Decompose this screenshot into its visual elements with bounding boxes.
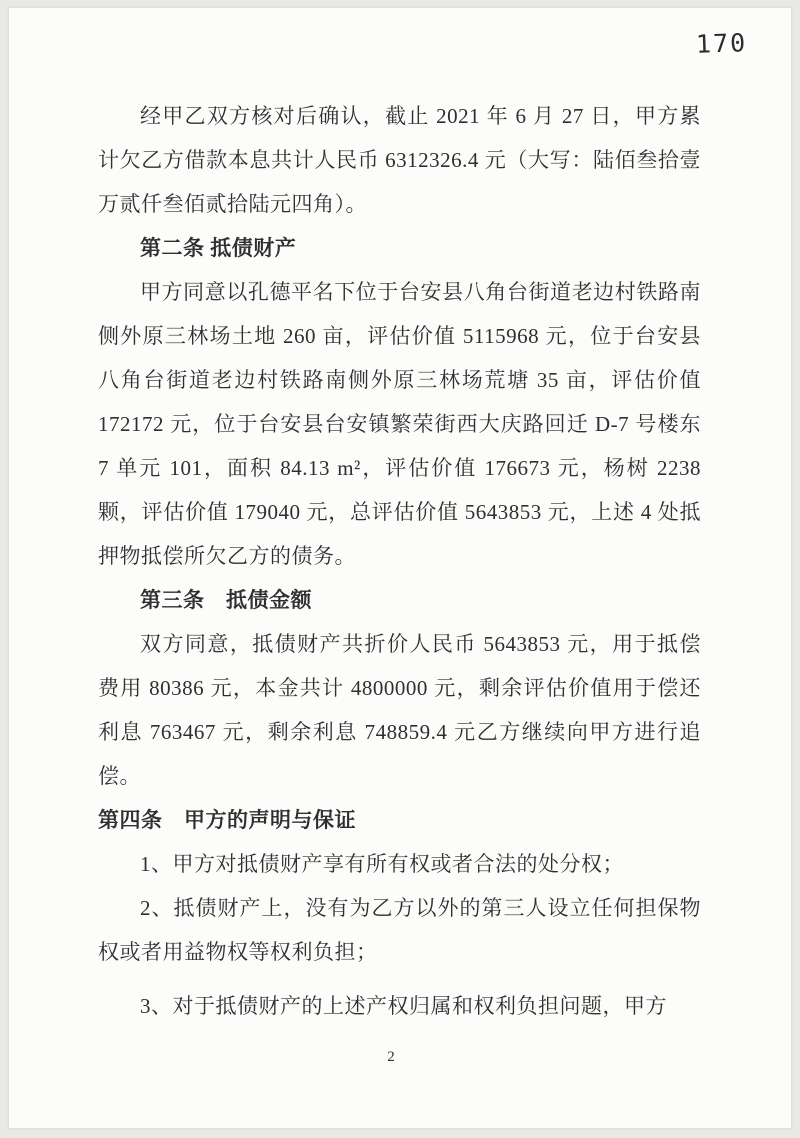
- section-heading: 第四条 甲方的声明与保证: [98, 808, 356, 832]
- paragraph: 3、对于抵债财产的上述产权归属和权利负担问题，甲方: [140, 994, 667, 1018]
- scanned-page: [9, 8, 791, 1128]
- paragraph: 2、抵债财产上，没有为乙方以外的第三人设立任何担保物权或者用益物权等权利负担；: [98, 896, 701, 964]
- paragraph: 经甲乙双方核对后确认，截止 2021 年 6 月 27 日，甲方累计欠乙方借款本息共计人民币 6312326.4 元（大写：陆佰叁拾壹万贰仟叁佰贰拾陆元四角）。: [98, 104, 701, 216]
- document-body: [98, 94, 701, 1028]
- paragraph: 甲方同意以孔德平名下位于台安县八角台街道老边村铁路南侧外原三林场土地 260 亩，评估价值 5115968 元，位于台安县八角台街道老边村铁路南侧外原三林场荒塘 35 亩，评估价值 172172 元，位于台安县台安镇繁荣街西大庆路回迁 D-7 号楼东 7 单元 101，面积 84.13 m²，评估价值 176673 元，杨树 2238 颗，评估价值 179040 元，总评估价值 5643853 元，上述 4 处抵押物抵偿所欠乙方的债务。: [98, 280, 701, 568]
- section-heading: 第二条 抵债财产: [140, 236, 297, 260]
- section-heading: 第三条 抵债金额: [140, 588, 312, 612]
- page-stamp-number: 170: [695, 28, 748, 59]
- paragraph: 1、甲方对抵债财产享有所有权或者合法的处分权；: [140, 852, 624, 876]
- paragraph: 双方同意，抵债财产共折价人民币 5643853 元，用于抵偿费用 80386 元，本金共计 4800000 元，剩余评估价值用于偿还利息 763467 元，剩余利息 748859.4 元乙方继续向甲方进行追偿。: [98, 632, 701, 788]
- footer-page-number: 2: [387, 1049, 395, 1065]
